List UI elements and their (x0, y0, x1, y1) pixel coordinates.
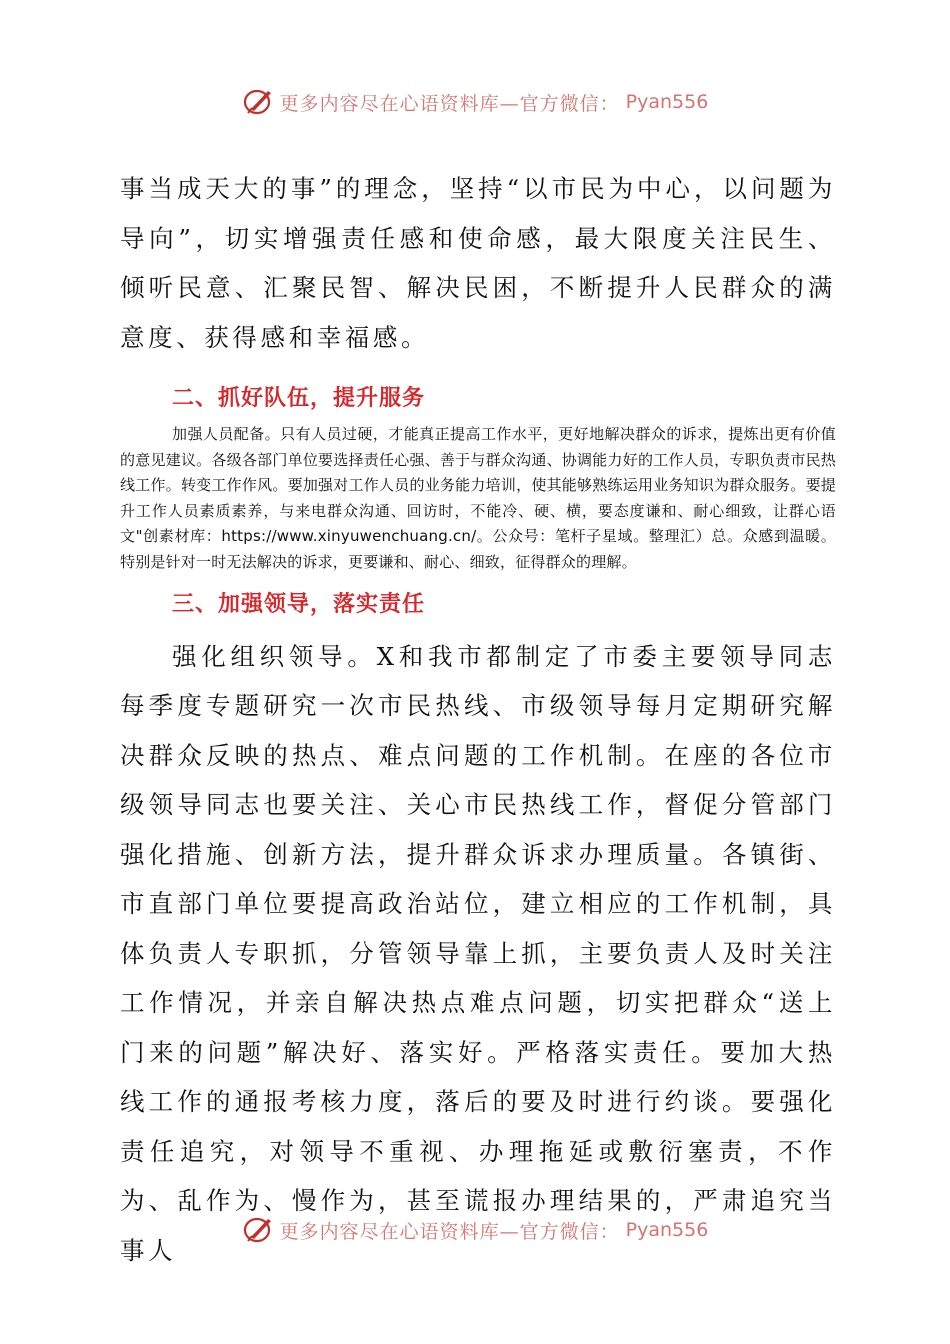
document-body (120, 164, 836, 1275)
paragraph-team: 加强人员配备。只有人员过硬，才能真正提高工作水平，更好地解决群众的诉求，提炼出更有价值的意见建议。各级各部门单位要选择责任心强、善于与群众沟通、协调能力好的工作人员，专职负责市民热线工作。转变工作作风。要加强对工作人员的业务能力培训，使其能够熟练运用业务知识为群众服务。要提升工作人员素质素养，与来电群众沟通、回访时，不能冷、硬、横，要态度谦和、耐心细致，让群心语文"创素材库：https://www.xinyuwenchuang.cn/。公众号：笔杆子星域。整理汇）总。众感到温暖。特别是针对一时无法解决的诉求，更要谦和、耐心、细致，征得群众的理解。 (120, 425, 836, 571)
banner-handle: Pyan556 (625, 1219, 709, 1241)
paragraph-leadership: 强化组织领导。X和我市都制定了市委主要领导同志每季度专题研究一次市民热线、市级领导每月定期研究解决群众反映的热点、难点问题的工作机制。在座的各位市级领导同志也要关注、关心市民热线工作，督促分管部门强化措施、创新方法，提升群众诉求办理质量。各镇街、市直部门单位要提高政治站位，建立相应的工作机制，具体负责人专职抓，分管领导靠上抓，主要负责人及时关注工作情况，并亲自解决热点难点问题，切实把群众“送上门来的问题”解决好、落实好。严格落实责任。要加大热线工作的通报考核力度，落后的要及时进行约谈。要强化责任追究，对领导不重视、办理拖延或敷衍塞责，不作为、乱作为、慢作为，甚至谎报办理结果的，严肃追究当事人 (120, 641, 836, 1265)
banner-text: 更多内容尽在心语资料库—官方微信： (279, 1220, 620, 1243)
banner-text: 更多内容尽在心语资料库—官方微信： (279, 92, 620, 115)
paragraph-intro: 事当成天大的事”的理念，坚持“以市民为中心，以问题为导向”，切实增强责任感和使命感，最大限度关注民生、倾听民意、汇聚民智、解决民困，不断提升人民群众的满意度、获得感和幸福感。 (120, 174, 836, 352)
section-heading-3: 三、加强领导，落实责任 (172, 591, 426, 617)
section-heading-2: 二、抓好队伍，提升服务 (172, 386, 426, 411)
banner-handle: Pyan556 (625, 91, 709, 113)
quill-logo-icon (242, 1213, 276, 1247)
footer-banner (0, 1210, 950, 1250)
quill-logo-icon (242, 85, 276, 119)
header-banner (0, 82, 950, 122)
